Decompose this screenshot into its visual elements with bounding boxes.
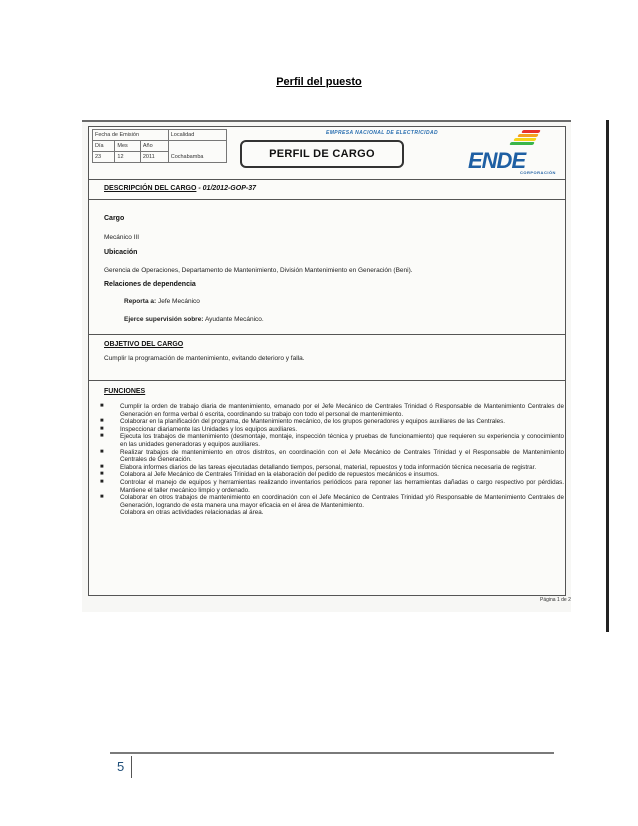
ubicacion-label: Ubicación [104, 249, 138, 256]
locality-label: Localidad [168, 130, 226, 141]
supervision-label: Ejerce supervisión sobre: [124, 316, 204, 323]
logo-subtext: CORPORACIÓN [520, 170, 556, 175]
scan-top-border [82, 120, 571, 122]
day-value: 23 [93, 152, 115, 163]
issue-date-table [92, 129, 227, 163]
footer-rule [110, 752, 554, 754]
divider [88, 380, 566, 381]
supervision-row [124, 316, 264, 323]
ende-logo [468, 130, 564, 176]
list-item: ■ Colabora al Jefe Mecánico de Centrales Trinidad en la elaboración del pedido de repuestos mecánicos e insumos. [100, 471, 439, 479]
page-heading: Perfil del puesto [276, 76, 362, 88]
list-item: ■ Ejecuta los trabajos de mantenimiento (desmontaje, montaje, inspección técnica y pruebas de funcionamiento) que requieren su experiencia y conocimiento en las unidades generadoras y equipos auxiliares. [100, 433, 564, 448]
divider [88, 199, 566, 200]
month-label: Mes [115, 141, 140, 152]
divider [88, 334, 566, 335]
description-heading [104, 185, 256, 192]
list-item: ■ Colaborar en otros trabajos de mantenimiento en coordinación con el Jefe Mecánico de Centrales Trinidad y/ó Responsable de Mantenimiento Centrales de Generación, logrando de esta manera una mayor eficacia en el área de Mantenimiento. [100, 494, 564, 509]
logo-text: ENDE [468, 148, 526, 173]
company-name: EMPRESA NACIONAL DE ELECTRICIDAD [326, 130, 438, 136]
month-value: 12 [115, 152, 140, 163]
scan-right-border [606, 120, 609, 632]
reporta-row [124, 298, 200, 305]
description-code: - 01/2012-GOP-37 [198, 185, 256, 192]
divider [88, 179, 566, 180]
day-label: Día [93, 141, 115, 152]
objective-heading: OBJETIVO DEL CARGO [104, 341, 184, 348]
form-title: PERFIL DE CARGO [240, 140, 404, 168]
cargo-label: Cargo [104, 215, 125, 222]
date-label: Fecha de Emisión [93, 130, 169, 141]
list-item: Colabora en otras actividades relacionadas al área. [120, 509, 264, 517]
objective-text: Cumplir la programación de mantenimiento, evitando deterioro y falla. [104, 355, 305, 362]
locality-value: Cochabamba [168, 141, 226, 163]
year-value: 2011 [140, 152, 168, 163]
footer-page-number: 5 [117, 759, 125, 774]
supervision-value: Ayudante Mecánico. [204, 316, 264, 323]
list-item: ■ Cumplir la orden de trabajo diaria de mantenimiento, emanado por el Jefe Mecánico de Centrales Trinidad ó Responsable de Mantenimiento Centrales de Generación en forma verbal ó escrita, coordinando su trabajo con todo el personal de mantenimiento. [100, 403, 564, 418]
description-title: DESCRIPCIÓN DEL CARGO [104, 185, 197, 192]
logo-stripes-icon [508, 130, 542, 150]
list-item: ■ Controlar el manejo de equipos y herramientas realizando inventarios periódicos para reponer las herramientas dañadas o cargo respectivo por pérdidas. Mantiene el taller mecánico limpio y ordenado. [100, 478, 564, 494]
cargo-value: Mecánico III [104, 234, 140, 241]
ubicacion-value: Gerencia de Operaciones, Departamento de Mantenimiento, División Mantenimiento en Generación (Beni). [104, 267, 413, 274]
list-item: ■ Realizar trabajos de mantenimiento en otros distritos, en coordinación con el Jefe Mecánico de Centrales Trinidad y el Responsable de Mantenimiento Centrales de Generación. [100, 448, 564, 464]
functions-heading: FUNCIONES [104, 388, 146, 395]
year-label: Año [140, 141, 168, 152]
reporta-label: Reporta a: [124, 298, 157, 305]
reporta-value: Jefe Mecánico [157, 298, 200, 305]
scan-page-number: Página 1 de 2 [540, 597, 571, 603]
functions-list [98, 403, 564, 517]
list-item: ■ Colaborar en la planificación del programa, de Mantenimiento mecánico, de los grupos generadores y equipos auxiliares de las Centrales. [100, 418, 506, 426]
footer-separator [131, 756, 132, 778]
relaciones-label: Relaciones de dependencia [104, 281, 196, 288]
list-item: ■ Inspeccionar diariamente las Unidades y los equipos auxiliares. [100, 425, 298, 433]
list-item: ■ Elabora informes diarios de las tareas ejecutadas detallando tiempos, personal, material, repuestos y toda información técnica necesaria de registrar. [100, 463, 537, 471]
